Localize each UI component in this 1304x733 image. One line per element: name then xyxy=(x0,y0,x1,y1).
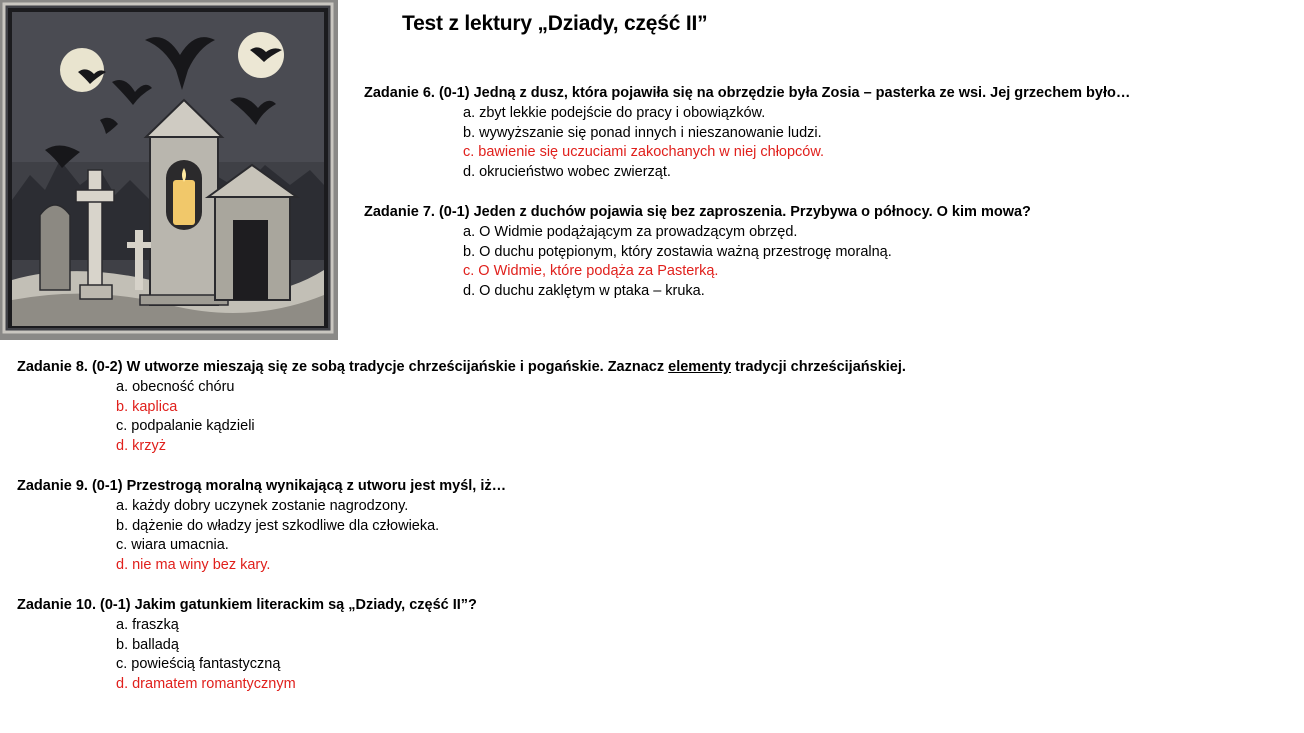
answer-option-correct[interactable]: c. O Widmie, które podąża za Pasterką. xyxy=(463,263,719,280)
task-question xyxy=(17,358,906,378)
answer-option[interactable]: d. okrucieństwo wobec zwierząt. xyxy=(463,164,671,181)
answer-option[interactable]: c. powieścią fantastyczną xyxy=(116,656,281,673)
task-9 xyxy=(17,477,506,576)
answer-option[interactable]: d. O duchu zaklętym w ptaka – kruka. xyxy=(463,283,705,300)
answer-option[interactable]: a. fraszką xyxy=(116,616,179,633)
answer-option-correct[interactable]: d. nie ma winy bez kary. xyxy=(116,557,271,574)
answer-option[interactable]: a. O Widmie podążającym za prowadzącym obrzęd. xyxy=(463,223,798,240)
cemetery-illustration xyxy=(0,0,338,340)
task-6 xyxy=(364,84,1130,183)
task-10 xyxy=(17,596,477,695)
answer-options xyxy=(463,223,1031,302)
task-question: Zadanie 10. (0-1) Jakim gatunkiem literackim są „Dziady, część II”? xyxy=(17,597,477,613)
answer-option-correct[interactable]: d. dramatem romantycznym xyxy=(116,676,296,693)
question-underlined-word: elementy xyxy=(668,359,732,375)
answer-option-correct[interactable]: d. krzyż xyxy=(116,438,166,455)
answer-option[interactable]: c. podpalanie kądzieli xyxy=(116,418,255,435)
answer-options xyxy=(116,378,906,457)
task-8 xyxy=(17,358,906,457)
answer-option[interactable]: b. wywyższanie się ponad innych i nieszanowanie ludzi. xyxy=(463,124,822,141)
answer-option[interactable]: a. każdy dobry uczynek zostanie nagrodzony. xyxy=(116,497,409,514)
answer-option[interactable]: a. zbyt lekkie podejście do pracy i obowiązków. xyxy=(463,104,766,121)
test-title: Test z lektury „Dziady, część II” xyxy=(402,12,708,35)
task-question: Zadanie 9. (0-1) Przestrogą moralną wynikającą z utworu jest myśl, iż… xyxy=(17,478,507,494)
answer-option[interactable]: c. wiara umacnia. xyxy=(116,537,229,554)
answer-option[interactable]: b. dążenie do władzy jest szkodliwe dla człowieka. xyxy=(116,517,440,534)
task-question: Zadanie 6. (0-1) Jedną z dusz, która pojawiła się na obrzędzie była Zosia – pasterka ze wsi. Jej grzechem było… xyxy=(364,85,1131,101)
answer-options xyxy=(116,616,477,695)
answer-options xyxy=(463,104,1130,183)
task-7 xyxy=(364,203,1031,302)
cemetery-image xyxy=(0,0,338,340)
answer-option[interactable]: b. O duchu potępionym, który zostawia ważną przestrogę moralną. xyxy=(463,243,892,260)
answer-option-correct[interactable]: b. kaplica xyxy=(116,398,178,415)
answer-option-correct[interactable]: c. bawienie się uczuciami zakochanych w niej chłopców. xyxy=(463,144,825,161)
task-question: Zadanie 7. (0-1) Jeden z duchów pojawia się bez zaproszenia. Przybywa o północy. O kim mowa? xyxy=(364,204,1031,220)
question-text-start: Zadanie 8. (0-2) W utworze mieszają się ze sobą tradycje chrześcijańskie i pogańskie. Zaznacz xyxy=(17,359,669,375)
answer-option[interactable]: b. balladą xyxy=(116,636,179,653)
answer-option[interactable]: a. obecność chóru xyxy=(116,378,235,395)
answer-options xyxy=(116,497,506,576)
question-text-end: tradycji chrześcijańskiej. xyxy=(731,359,906,375)
